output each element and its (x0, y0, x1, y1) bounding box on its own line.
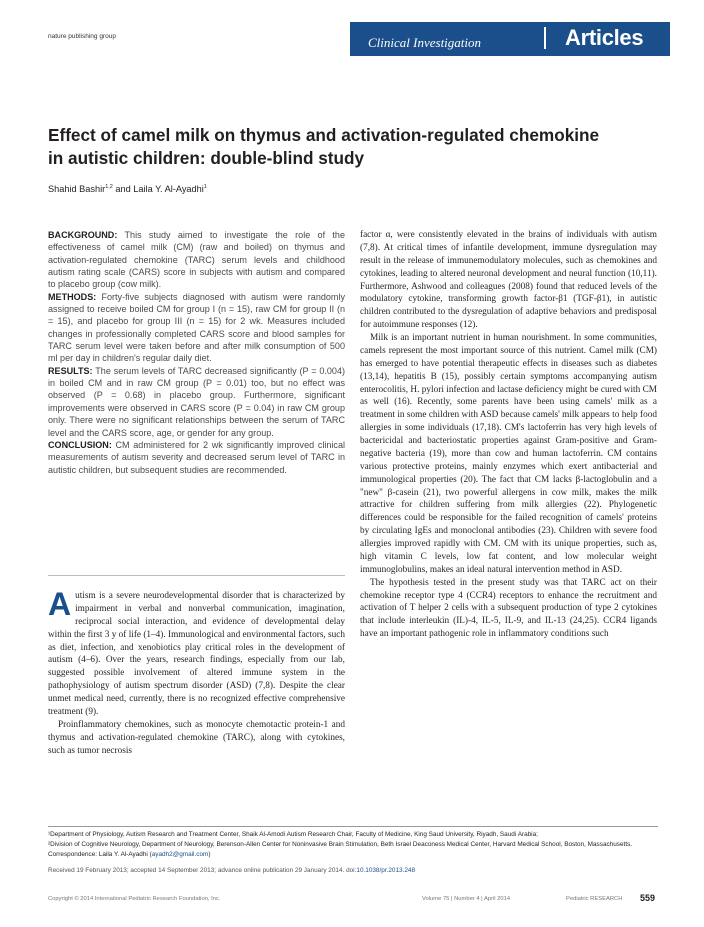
volume-info: Volume 75 | Number 4 | April 2014 (422, 896, 511, 902)
abstract-text: This study aimed to investigate the role of the effectiveness of camel milk (CM) (raw and boiled) on thymus and activation-regulated chemokine (TARC) serum levels and childhood autism rating scale (CARS) score in subjects with autism and compared to placebo group (cow milk). (48, 230, 345, 290)
abstract-text: The serum levels of TARC decreased significantly (P = 0.004) in boiled CM and in raw CM group (P = 0.01) too, but no effect was observed (P = 0.68) in placebo group. Furthermore, significant improvements were observed in CARS score (P = 0.04) in raw CM group only. There were no significant relationships between the serum of TARC level and the CARS score, age, or gender for any group. (48, 365, 345, 438)
abstract-heading: CONCLUSION: (48, 439, 112, 450)
affiliation-1: ¹Department of Physiology, Autism Research and Treatment Center, Shaik Al-Amodi Autism Research Chair, Faculty of Medicine, King Saud University, Riyadh, Saudi Arabia; (48, 831, 538, 838)
author-name: Laila Y. Al-Ayadhi (133, 184, 204, 195)
section-label: Clinical Investigation (368, 35, 482, 50)
received-dates (48, 867, 415, 874)
abstract-background (48, 229, 345, 291)
affiliation-2 (48, 840, 660, 860)
body-paragraph: The hypothesis tested in the present study was that TARC act on their chemokine receptor type 4 (CCR4) receptors to enhance the recruitment and activation of T helper 2 cells with a subsequent production of type 2 cytokines that include interleukin (IL)-4, IL-5, IL-9, and IL-13 (24,25). CCR4 ligands have an important pathogenic role in inflammatory conditions such (360, 577, 657, 640)
banner-divider (544, 27, 546, 49)
body-paragraph: Proinflammatory chemokines, such as monocyte chemotactic protein-1 and thymus and activation-regulated chemokine (TARC), along with cytokines, such as tumor necrosis (48, 719, 345, 756)
affiliations-footnote (48, 830, 660, 859)
abstract-conclusion (48, 439, 345, 476)
body-paragraph (48, 586, 345, 719)
page-number: 559 (640, 893, 656, 903)
received-text: Received 19 February 2013; accepted 14 September 2013; advance online publication 29 January 2014. doi: (48, 867, 357, 874)
body-paragraph: factor α, were consistently elevated in the brains of individuals with autism (7,8). At critical times of infantile development, immune dysregulation may result in the release of immunemodulatory molecules, such as chemokines and cytokines, leading to altered neuronal development and neural function (10,11). Furthermore, Ashwood and colleagues (2008) found that reduced levels of the modulatory cytokine, transforming growth factor-β1 (TGF-β1), in autistic children contributed to the dysregulation of adaptive behaviors and predisposal for autoimmune responses (12). (360, 230, 657, 331)
author-affiliation-mark: 1 (203, 184, 207, 190)
paper-title: Effect of camel milk on thymus and activation-regulated chemokine in autistic children: double-blind study (48, 125, 600, 168)
author-line (48, 184, 207, 194)
paragraph-text: utism is a severe neurodevelopmental disorder that is characterized by impairment in verbal and nonverbal communication, imagination, reciprocal social interaction, and evidence of developmental delay within the first 3 y of life (1–4). Immunological and environmental factors, such as diet, infection, and xenobiotics play critical roles in the development of autism (4–6). Over the years, research findings, especially from our lab, suggested possible involvement of altered immune system in the pathophysiology of autism spectrum disorder (ASD) (7,8). Despite the clear unmet medical need, currently, there is no recognized effective comprehensive treatment (9). (48, 591, 345, 717)
journal-name: Pediatric RESEARCH (566, 896, 623, 902)
doi-link[interactable]: 10.1038/pr.2013.248 (356, 867, 416, 874)
affiliation-text: ²Division of Cognitive Neurology, Department of Neurology, Berenson-Allen Center for Noninvasive Brain Stimulation, Beth Israel Deaconess Medical Center, Harvard Medical School, Boston, Massachusetts. Correspondence: Laila Y. Al-Ayadhi ( (48, 840, 633, 858)
drop-cap: A (48, 586, 72, 622)
author-connector: and (112, 184, 134, 195)
abstract-divider (48, 575, 345, 576)
author-name: Shahid Bashir (48, 184, 106, 195)
author-affiliation-mark: 1,2 (105, 184, 113, 190)
body-paragraph: Milk is an important nutrient in human nourishment. In some communities, camels represent the most important source of this nutrient. Camel milk (CM) has emerged to have potential therapeutic effects in diseases such as diabetes (13,14), hepatitis B (15), possibly certain symptoms accompanying autism enterocolitis, H. pylori infection and lactase deficiency might be cured with CM as well (16). Recently, some parents have been using camels' milk as a treatment in some children with ASD because camels' milk appears to help food allergies in some individuals (17,18). CM's lactoferrin has very high levels of bactericidal and bacteriostatic properties against Gram-positive and Gram-negative bacteria (19), more than cow and human lactoferrin. CM contains various protective proteins, mainly enzymes which exert antibacterial and immunological properties (20). The fact that CM lacks β-lactoglobulin and a "new" β-casein (21), two powerful allergens in cow milk, makes the milk attractive for children suffering from milk allergies (22). Phylogenetic differences could be responsible for the failed recognition of camels' proteins by circulating IgEs and monoclonal antibodies (23). Children with severe food allergies improved rapidly with CM. CM with its unique properties, such as, high vitamin C levels, low fat content, and low molecular weight immunoglobulins, makes an ideal natural intervention method in ASD. (360, 333, 657, 575)
article-type-label: Articles (565, 25, 644, 50)
affiliation-text-end: ) (208, 850, 211, 858)
body-column-right (360, 229, 657, 641)
abstract-heading: BACKGROUND: (48, 230, 118, 240)
body-column-left (48, 586, 345, 757)
publisher-name: nature publishing group (48, 33, 116, 40)
abstract-heading: METHODS: (48, 291, 97, 302)
copyright-notice: Copyright © 2014 International Pediatric Research Foundation, Inc. (48, 896, 221, 902)
abstract (48, 229, 345, 476)
abstract-heading: RESULTS: (48, 365, 93, 376)
abstract-methods (48, 291, 345, 365)
abstract-text: Forty-five subjects diagnosed with autism were randomly assigned to receive boiled CM for group I (n = 15), raw CM for group II (n = 15), and placebo for group III (n = 15) for 2 wk. Measures included changes in professionally completed CARS score and blood samples for TARC serum level were taken before and after milk consumption of 500 ml per day in children's regular daily diet. (48, 291, 345, 364)
abstract-results (48, 365, 345, 439)
correspondence-email-link[interactable]: ayadh2@gmail.com (151, 850, 209, 858)
abstract-text: CM administered for 2 wk significantly improved clinical measurements of autism severity and decreased serum level of TARC in autistic children, but subsequent studies are recommended. (48, 439, 345, 475)
footnote-divider (48, 826, 658, 827)
